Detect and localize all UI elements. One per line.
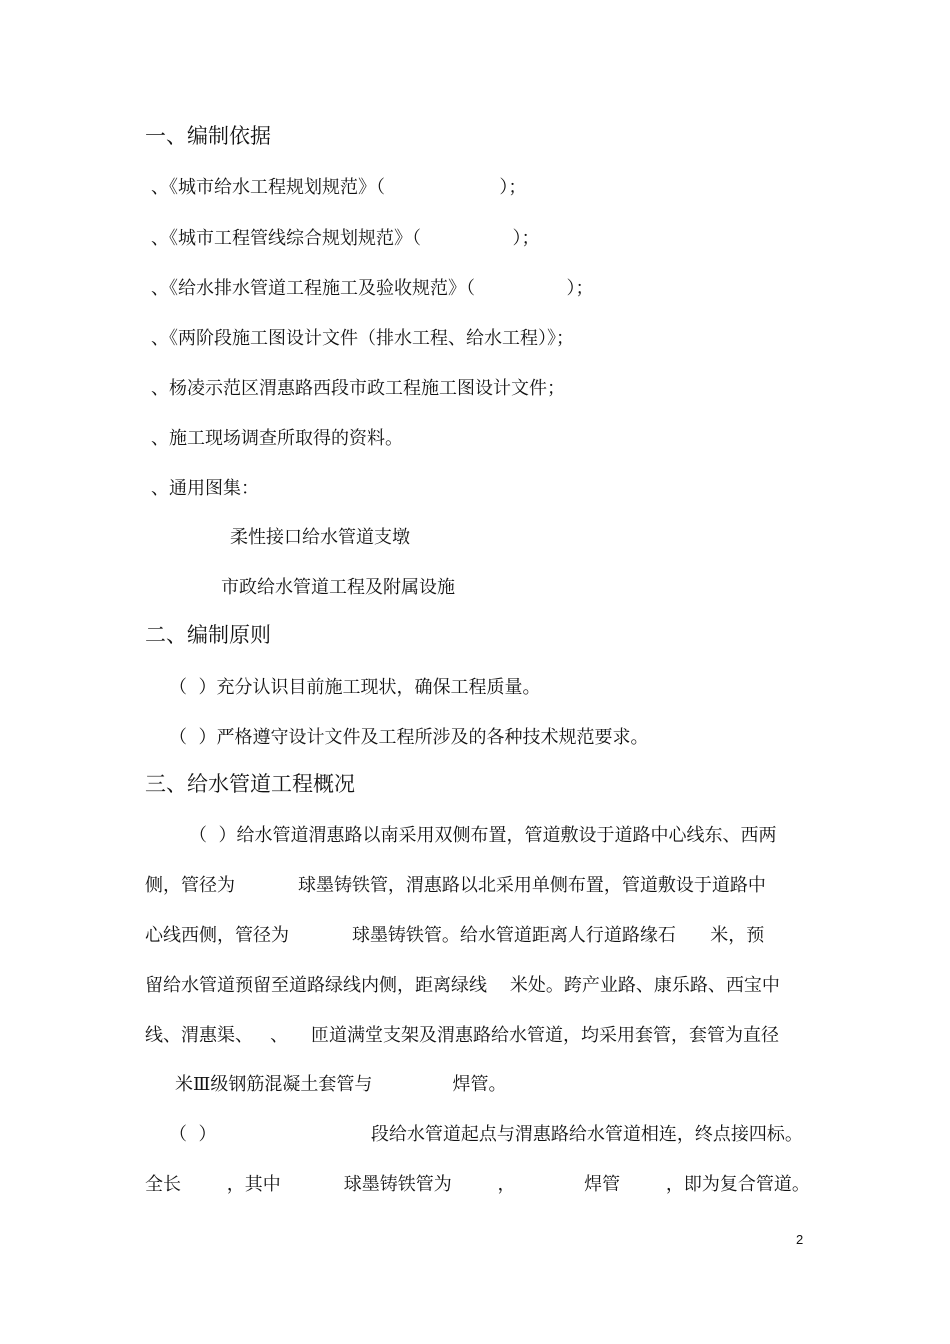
overview-p1-line-1: （ ）给水管道渭惠路以南采用双侧布置，管道敷设于道路中心线东、西两 — [189, 825, 777, 846]
overview-p1-line-3: 心线西侧，管径为 球墨铸铁管。给水管道距离人行道路缘石 米，预 — [145, 925, 765, 946]
overview-p1-line-6: 米Ⅲ级钢筋混凝土套管与 焊管。 — [175, 1074, 507, 1095]
basis-item-2: 、《城市工程管线综合规划规范》（ ）； — [151, 228, 540, 249]
basis-item-4: 、《两阶段施工图设计文件（排水工程、给水工程）》； — [151, 328, 574, 349]
overview-p2-line-2: 全长 ，其中 球墨铸铁管为 ， 焊管 ，即为复合管道。 — [145, 1174, 810, 1195]
basis-item-3: 、《给水排水管道工程施工及验收规范》（ ）； — [151, 278, 594, 299]
atlas-item-1: 柔性接口给水管道支墩 — [230, 527, 410, 548]
section-heading-3: 三、给水管道工程概况 — [145, 772, 355, 796]
page-number: 2 — [796, 1232, 804, 1247]
principle-item-2: （ ）严格遵守设计文件及工程所涉及的各种技术规范要求。 — [169, 727, 649, 748]
basis-item-6: 、施工现场调查所取得的资料。 — [151, 428, 403, 449]
section-heading-1: 一、编制依据 — [145, 124, 271, 148]
basis-item-1: 、《城市给水工程规划规范》（ ）； — [151, 177, 527, 198]
basis-item-5: 、杨凌示范区渭惠路西段市政工程施工图设计文件； — [151, 378, 565, 399]
overview-p2-line-1: （ ） 段给水管道起点与渭惠路给水管道相连，终点接四标。 — [169, 1124, 803, 1145]
overview-p1-line-5: 线、渭惠渠、 、 匝道满堂支架及渭惠路给水管道，均采用套管，套管为直径 — [145, 1025, 780, 1046]
principle-item-1: （ ）充分认识目前施工现状，确保工程质量。 — [169, 677, 541, 698]
overview-p1-line-2: 侧，管径为 球墨铸铁管，渭惠路以北采用单侧布置，管道敷设于道路中 — [145, 875, 766, 896]
overview-p1-line-4: 留给水管道预留至道路绿线内侧，距离绿线 米处。跨产业路、康乐路、西宝中 — [145, 975, 780, 996]
atlas-item-2: 市政给水管道工程及附属设施 — [221, 577, 455, 598]
basis-item-7: 、通用图集： — [151, 478, 259, 499]
section-heading-2: 二、编制原则 — [145, 623, 271, 647]
